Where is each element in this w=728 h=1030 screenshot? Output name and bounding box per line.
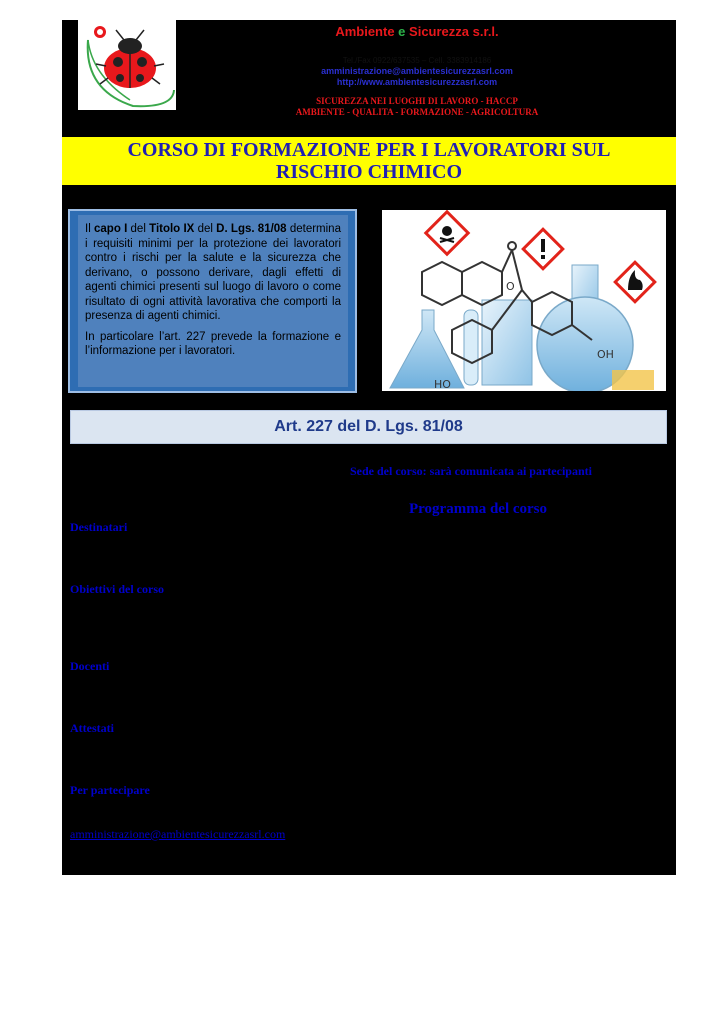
header-email-link[interactable]: amministrazione@ambientesicurezzasrl.com bbox=[321, 66, 513, 76]
objectives-heading: Obiettivi del corso bbox=[70, 582, 164, 596]
exclamation-hazard-icon bbox=[523, 229, 563, 269]
intro-box bbox=[68, 209, 357, 393]
certificates-heading: Attestati bbox=[70, 721, 114, 735]
chemistry-illustration bbox=[382, 210, 666, 391]
recipients-heading: Destinatari bbox=[70, 520, 128, 534]
header-website-link[interactable]: http://www.ambientesicurezzasrl.com bbox=[336, 77, 498, 87]
oh-label: OH bbox=[597, 348, 614, 361]
ladybug-logo-icon bbox=[78, 20, 176, 110]
contact-phone: Tel./Fax 0922/637535 – Cell. 3383914186 bbox=[342, 56, 492, 65]
course-program-heading: Programma del corso bbox=[409, 501, 548, 517]
intro-text bbox=[78, 215, 348, 387]
intro-paragraph-1: Il capo I del Titolo IX del D. Lgs. 81/08 determina i requisiti minimi per la protezione dei lavoratori contro i rischi per la salute e la sicurezza che derivano, o possono derivare, dagli effetti di agenti chimici presenti sul luogo di lavoro o come risultato di ogni attività lavorativa che comporti la presenza di agenti chimici. bbox=[85, 223, 341, 322]
how-to-participate-heading: Per partecipare bbox=[70, 783, 150, 797]
contact-email-link[interactable]: amministrazione@ambientesicurezzasrl.com bbox=[70, 827, 286, 841]
flammable-hazard-icon bbox=[615, 262, 655, 302]
article-band bbox=[70, 410, 667, 444]
services-line-2: AMBIENTE - QUALITA - FORMAZIONE - AGRICOLTURA bbox=[295, 107, 539, 117]
flyer-page bbox=[62, 20, 676, 875]
article-title: Art. 227 del D. Lgs. 81/08 bbox=[274, 418, 463, 435]
toxic-hazard-icon bbox=[426, 212, 468, 254]
intro-paragraph-2: In particolare l’art. 227 prevede la formazione e l’informazione per i lavoratori. bbox=[85, 330, 341, 357]
course-title-band bbox=[62, 135, 676, 187]
course-title: CORSO DI FORMAZIONE PER I LAVORATORI SUL RISCHIO CHIMICO bbox=[127, 139, 611, 183]
svg-text:O: O bbox=[506, 280, 515, 293]
course-location: Sede del corso: sarà comunicata ai partecipanti bbox=[350, 464, 592, 478]
services-line-1: SICUREZZA NEI LUOGHI DI LAVORO - HACCP bbox=[316, 96, 518, 106]
teachers-heading: Docenti bbox=[70, 659, 110, 673]
company-name: Ambiente e Sicurezza s.r.l. bbox=[335, 24, 499, 39]
ho-label: HO bbox=[434, 378, 451, 391]
